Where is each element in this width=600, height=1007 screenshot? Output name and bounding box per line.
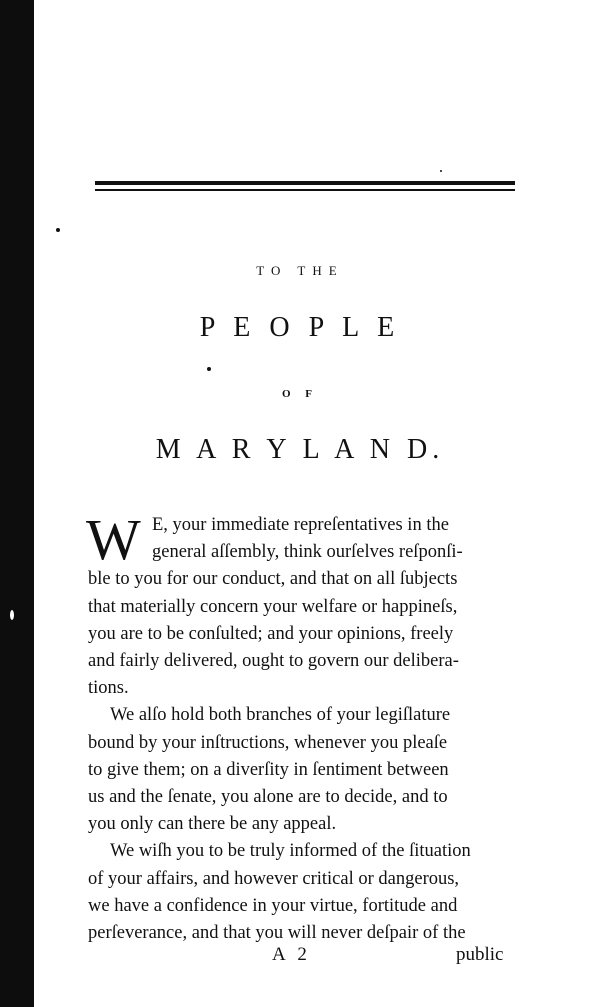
- paragraph-3: [88, 838, 513, 947]
- signature-mark: A 2: [272, 944, 311, 965]
- text-line: We alſo hold both branches of your legiſlature: [110, 705, 451, 726]
- heading-maryland: M A R Y L A N D.: [155, 434, 445, 465]
- text-line: bound by your inſtructions, whenever you pleaſe: [88, 732, 448, 753]
- text-line: we have a confidence in your virtue, fortitude and: [88, 895, 458, 916]
- ink-speck: [56, 228, 60, 232]
- body-text: [86, 507, 513, 947]
- text-line: and fairly delivered, ought to govern our delibera-: [88, 651, 459, 672]
- text-line: ble to you for our conduct, and that on all ſubjects: [88, 569, 458, 590]
- paragraph-1: [86, 507, 513, 702]
- catchword: public: [456, 944, 504, 965]
- text-line: We wiſh you to be truly informed of the ſituation: [110, 841, 471, 862]
- heading-to-the: TO THE: [256, 263, 344, 278]
- text-line: perſeverance, and that you will never deſpair of the: [88, 923, 466, 944]
- text-line: us and the ſenate, you alone are to decide, and to: [88, 787, 448, 808]
- paragraph-2: [88, 702, 513, 838]
- page-mark: [10, 610, 14, 620]
- text-line: E, your immediate repreſentatives in the: [152, 515, 449, 535]
- heading-of: O F: [281, 388, 319, 400]
- ink-speck: [207, 367, 211, 371]
- text-line: to give them; on a diverſity in ſentiment between: [88, 759, 449, 780]
- text-line: you only can there be any appeal.: [88, 814, 337, 835]
- ink-speck: [440, 170, 442, 172]
- text-line: tions.: [88, 678, 129, 699]
- drop-cap: W: [86, 507, 141, 572]
- header-rule-thick: [95, 181, 515, 185]
- text-line: that materially concern your welfare or happineſs,: [88, 596, 458, 617]
- text-line: general aſſembly, think ourſelves reſponſi-: [152, 542, 463, 563]
- text-line: you are to be conſulted; and your opinions, freely: [88, 623, 454, 644]
- header-rule-thin: [95, 189, 515, 191]
- book-spine-edge: [0, 0, 34, 1007]
- text-line: of your affairs, and however critical or dangerous,: [88, 868, 460, 889]
- heading-people: P E O P L E: [199, 312, 401, 343]
